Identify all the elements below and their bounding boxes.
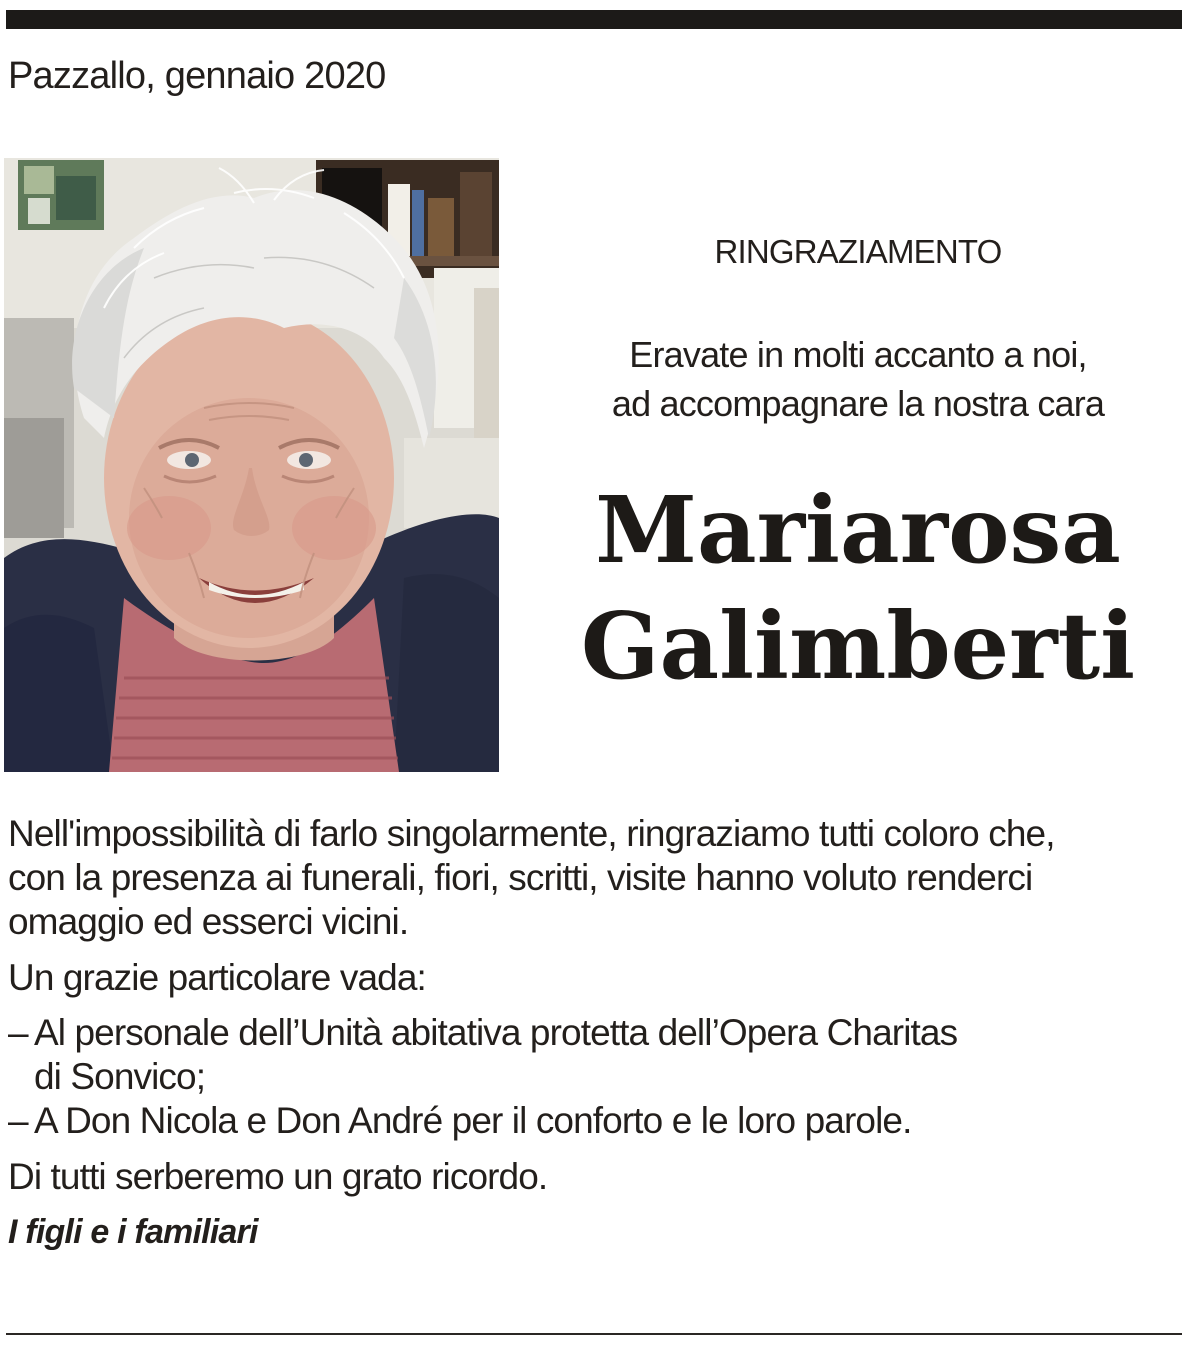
signature [8,1210,1188,1254]
place-date: Pazzallo, gennaio 2020 [8,55,386,97]
signature-text: I figli e i familiari [8,1213,258,1251]
last-name: Galimberti [580,592,1136,700]
lead-text-line: Eravate in molti accanto a noi, [629,334,1087,375]
list-item-line: di Sonvico; [34,1056,206,1097]
notice-type-heading: RINGRAZIAMENTO [714,233,1002,270]
list-bullet: – [8,1012,28,1053]
intro-paragraph [8,812,1188,944]
bottom-rule [6,1333,1182,1335]
list-bullet: – [8,1100,28,1141]
closing-text: Di tutti serberemo un grato ricordo. [8,1156,548,1197]
deceased-name [540,472,1176,704]
portrait-photo [4,158,499,772]
lead-text-line: ad accompagnare la nostra cara [611,383,1105,424]
lead-text [560,330,1156,428]
list-item [8,1011,1188,1099]
thanks-list [8,1011,1188,1143]
list-item-line: Al personale dell’Unità abitativa protetta dell’Opera Charitas [34,1012,958,1053]
body-text [8,812,1188,1254]
thanks-heading-text: Un grazie particolare vada: [8,957,426,998]
top-rule [6,10,1182,29]
thanks-heading [8,956,1188,1000]
intro-line: omaggio ed esserci vicini. [8,901,409,942]
closing-line [8,1155,1188,1199]
list-item-line: A Don Nicola e Don André per il conforto e le loro parole. [34,1100,912,1141]
intro-line: con la presenza ai funerali, fiori, scritti, visite hanno voluto renderci [8,857,1033,898]
list-item [8,1099,1188,1143]
first-name: Mariarosa [595,476,1121,584]
intro-line: Nell'impossibilità di farlo singolarmente, ringraziamo tutti coloro che, [8,813,1055,854]
